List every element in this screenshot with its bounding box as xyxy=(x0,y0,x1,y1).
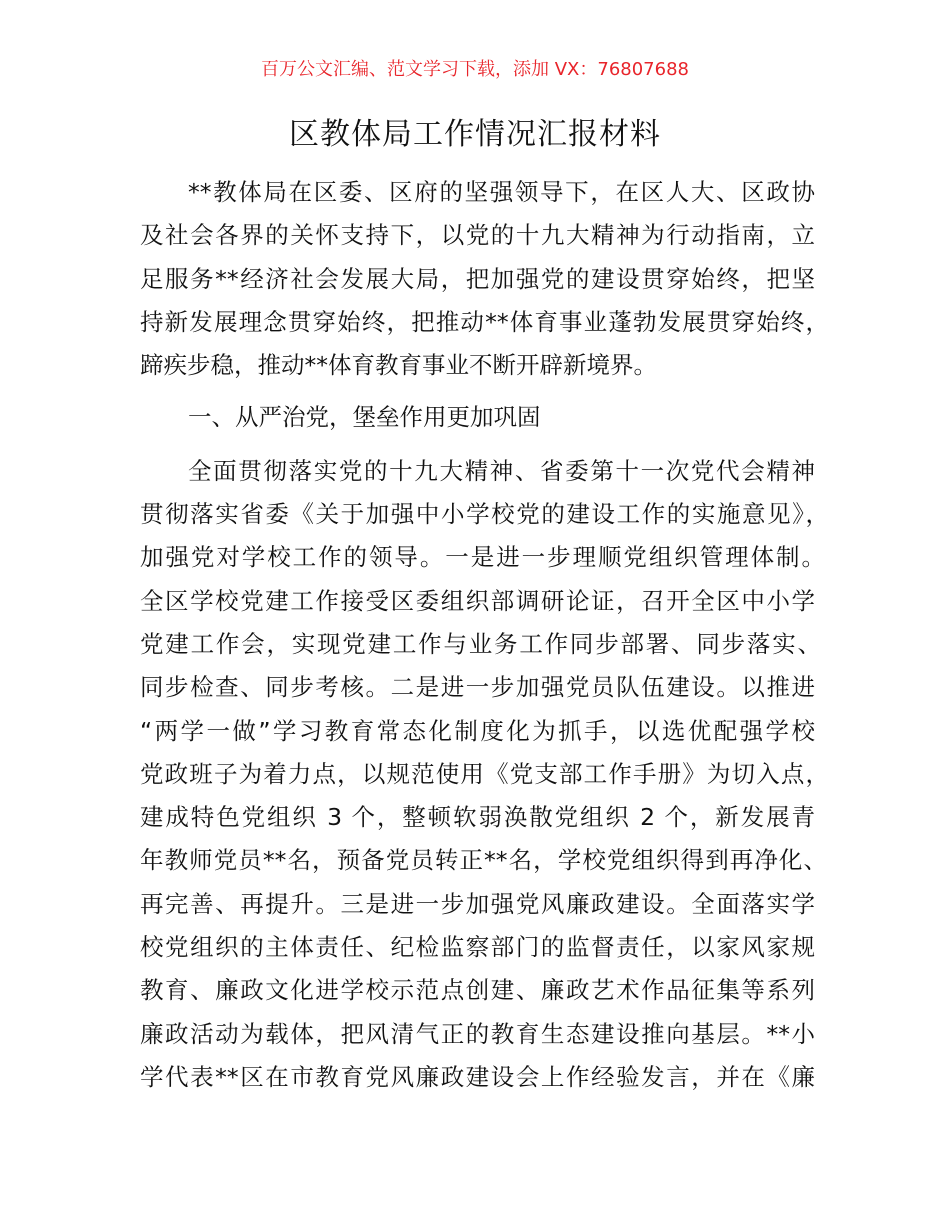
text-line: 年教师党员**名，预备党员转正**名，学校党组织得到再净化、 xyxy=(140,846,827,875)
paragraph-intro xyxy=(140,171,829,387)
text-line: “两学一做”学习教育常态化制度化为抓手，以选优配强学校 xyxy=(140,716,815,745)
document-title: 区教体局工作情况汇报材料 xyxy=(289,117,661,152)
document-body xyxy=(140,171,829,1099)
text-line: 学代表**区在市教育党风廉政建设会上作经验发言，并在《廉 xyxy=(140,1062,815,1091)
text-line: 蹄疾步稳，推动**体育教育事业不断开辟新境界。 xyxy=(140,351,657,380)
text-line: 全区学校党建工作接受区委组织部调研论证，召开全区中小学 xyxy=(140,586,815,615)
text-line: 持新发展理念贯穿始终，把推动**体育事业蓬勃发展贯穿始终， xyxy=(140,307,829,336)
text-line: 加强党对学校工作的领导。一是进一步理顺党组织管理体制。 xyxy=(140,543,825,572)
text-line: 廉政活动为载体，把风清气正的教育生态建设推向基层。**小 xyxy=(140,1019,815,1048)
text-line: 建成特色党组织 3 个，整顿软弱涣散党组织 2 个，新发展青 xyxy=(140,803,815,832)
text-line: 全面贯彻落实党的十九大精神、省委第十一次党代会精神 xyxy=(188,456,815,485)
watermark-banner: 百万公文汇编、范文学习下载，添加 VX：76807688 xyxy=(261,59,689,80)
text-line: 党建工作会，实现党建工作与业务工作同步部署、同步落实、 xyxy=(140,629,821,658)
text-line: 再完善、再提升。三是进一步加强党风廉政建设。全面落实学 xyxy=(140,889,815,918)
text-line: 党政班子为着力点，以规范使用《党支部工作手册》为切入点， xyxy=(140,759,829,788)
text-line: 同步检查、同步考核。二是进一步加强党员队伍建设。以推进 xyxy=(140,673,815,702)
text-line: 校党组织的主体责任、纪检监察部门的监督责任，以家风家规 xyxy=(140,933,815,962)
text-line: 教育、廉政文化进学校示范点创建、廉政艺术作品征集等系列 xyxy=(140,976,815,1005)
paragraph-section-1 xyxy=(140,450,829,1099)
text-line: 及社会各界的关怀支持下，以党的十九大精神为行动指南，立 xyxy=(140,221,815,250)
text-line: 贯彻落实省委《关于加强中小学校党的建设工作的实施意见》， xyxy=(140,500,829,529)
text-line: 足服务**经济社会发展大局，把加强党的建设贯穿始终，把坚 xyxy=(140,264,815,293)
text-line: 一、从严治党，堡垒作用更加巩固 xyxy=(188,403,541,432)
section-heading xyxy=(140,396,815,439)
text-line: **教体局在区委、区府的坚强领导下，在区人大、区政协 xyxy=(188,178,815,206)
